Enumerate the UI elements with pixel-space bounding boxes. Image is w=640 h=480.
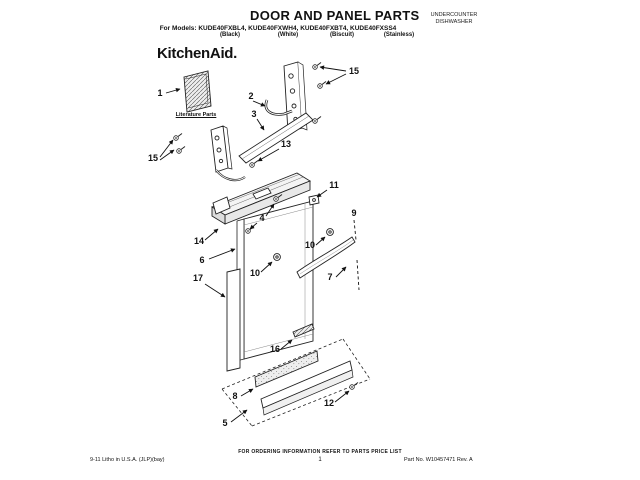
model-color-label: (Biscuit) [330,32,354,38]
callout-10: 10 [249,268,261,278]
screw [318,82,326,89]
ordering-note: FOR ORDERING INFORMATION REFER TO PARTS PRICE LIST [238,449,402,455]
page-number: 1 [318,457,322,463]
callout-5: 5 [222,418,228,428]
callout-2: 2 [248,91,254,101]
callout-leader [316,237,325,245]
model-color-label: (Black) [219,32,241,38]
screw [313,63,321,70]
callout-17: 17 [192,273,204,283]
callout-9: 9 [351,208,357,218]
callout-leader [317,190,327,197]
appliance-type-line2: DISHWASHER [435,19,473,25]
appliance-type-line1: UNDERCOUNTER [430,12,478,18]
callout-8: 8 [232,391,238,401]
screw [174,134,182,141]
callout-leader [209,249,235,259]
callout-1: 1 [157,88,163,98]
literature-parts-label: Literature Parts [175,112,217,118]
callout-leader [335,391,349,402]
callout-leader [241,389,253,396]
callout-6: 6 [199,255,205,265]
callout-leader [320,67,346,71]
callout-11: 11 [329,180,339,190]
models-line: For Models: KUDE40FXBL4, KUDE40FXWH4, KUDE40FXBT4, KUDE40FXSS4 [159,25,397,32]
callout-leader [257,119,264,130]
top-trim-strip [239,113,313,163]
callout-16: 16 [269,344,281,354]
callout-leader [160,150,174,160]
screw [313,117,321,124]
model-color-label: (White) [277,32,299,38]
callout-15: 15 [147,153,159,163]
page-title: DOOR AND PANEL PARTS [250,8,420,23]
callout-leader [205,229,218,240]
callout-3: 3 [251,109,257,119]
callout-leader [166,89,180,93]
screw [250,161,258,168]
callout-4: 4 [259,213,265,223]
callout-leader [231,410,247,422]
callout-12: 12 [323,398,335,408]
callout-14: 14 [193,236,205,246]
callout-leader [354,220,356,240]
callout-leader [160,140,173,157]
callout-leader [326,74,346,84]
kitchenaid-logo: KitchenAid. [157,45,238,62]
handle-grommet [274,254,281,261]
callout-15: 15 [348,66,360,76]
callout-13: 13 [280,139,292,149]
door-outer-panel [237,201,316,361]
literature-booklet [184,71,211,112]
inner-door-panel [227,269,240,371]
callout-leader [253,101,265,106]
screw [177,147,185,154]
callout-leader [336,267,346,277]
left-hinge-bracket [211,126,245,180]
callout-leader [357,260,359,290]
model-color-label: (Stainless) [383,32,415,38]
screw [350,383,358,390]
part-number: Part No. W10457471 Rev. A [404,457,473,463]
litho-info: 9-11 Litho in U.S.A. (JLP)(bay) [90,457,165,463]
handle-grommet [327,229,334,236]
callout-7: 7 [327,272,333,282]
callout-10: 10 [304,240,316,250]
callout-leader [205,284,225,297]
